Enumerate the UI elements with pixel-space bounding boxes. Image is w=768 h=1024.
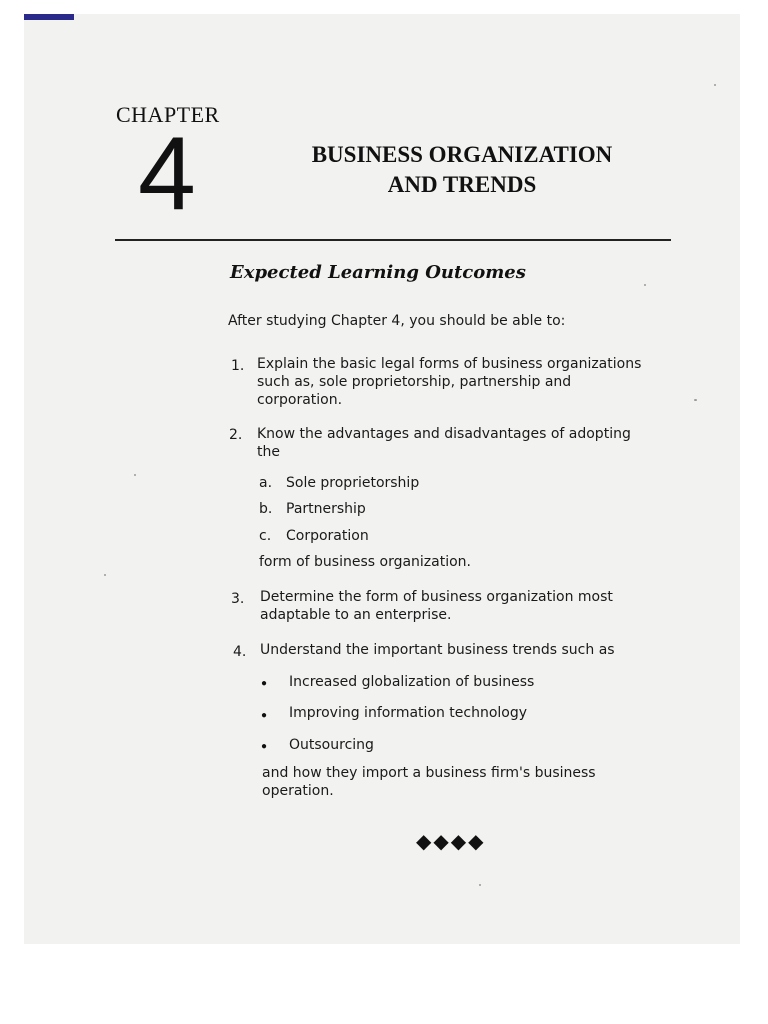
chapter-title-line-1: BUSINESS ORGANIZATION xyxy=(311,142,613,167)
subitem-text: Partnership xyxy=(286,501,366,517)
item-2-line-2: the xyxy=(257,444,280,460)
bullet-icon: ● xyxy=(261,678,268,689)
bullet-icon: ● xyxy=(261,741,268,752)
document-page xyxy=(24,14,740,944)
chapter-title-line-2: AND TRENDS xyxy=(387,172,537,197)
item-number: 4. xyxy=(233,644,247,660)
bullet-icon: ● xyxy=(261,710,268,721)
chapter-label: CHAPTER xyxy=(116,102,220,127)
subitem-marker: c. xyxy=(259,528,272,544)
item-number: 2. xyxy=(229,427,243,443)
item-3-line-1: Determine the form of business organization most xyxy=(260,589,613,605)
bullet-text: Outsourcing xyxy=(289,737,374,753)
item-number: 1. xyxy=(231,358,245,374)
header-rule xyxy=(115,239,671,241)
subitem-text: Sole proprietorship xyxy=(286,475,420,491)
scan-speck xyxy=(134,474,136,476)
item-4-closing-line-2: operation. xyxy=(262,783,334,799)
section-end-ornament: ◆◆◆◆ xyxy=(416,829,486,853)
subitem-marker: b. xyxy=(259,501,273,517)
item-number: 3. xyxy=(231,591,245,607)
bullet-text: Increased globalization of business xyxy=(289,674,535,690)
item-4-line-1: Understand the important business trends such as xyxy=(260,642,615,658)
item-3-line-2: adaptable to an enterprise. xyxy=(260,607,452,623)
item-2-line-1: Know the advantages and disadvantages of adopting xyxy=(257,426,631,442)
scan-edge-mark xyxy=(24,14,74,20)
item-2-closing: form of business organization. xyxy=(259,554,472,570)
outcomes-intro: After studying Chapter 4, you should be able to: xyxy=(228,313,566,329)
scan-speck xyxy=(694,399,697,401)
scan-speck xyxy=(479,884,481,886)
item-1-line-2: such as, sole proprietorship, partnership and xyxy=(257,374,572,390)
subitem-marker: a. xyxy=(259,475,273,491)
bullet-text: Improving information technology xyxy=(289,705,528,721)
scan-speck xyxy=(644,284,646,286)
item-1-line-3: corporation. xyxy=(257,392,343,408)
item-4-closing-line-1: and how they import a business firm's business xyxy=(262,765,596,781)
subitem-text: Corporation xyxy=(286,528,369,544)
scan-speck xyxy=(104,574,106,576)
scan-speck xyxy=(714,84,716,86)
outcomes-heading: Expected Learning Outcomes xyxy=(230,262,526,283)
chapter-number: 4 xyxy=(138,116,196,232)
item-1-line-1: Explain the basic legal forms of business organizations xyxy=(257,356,642,372)
